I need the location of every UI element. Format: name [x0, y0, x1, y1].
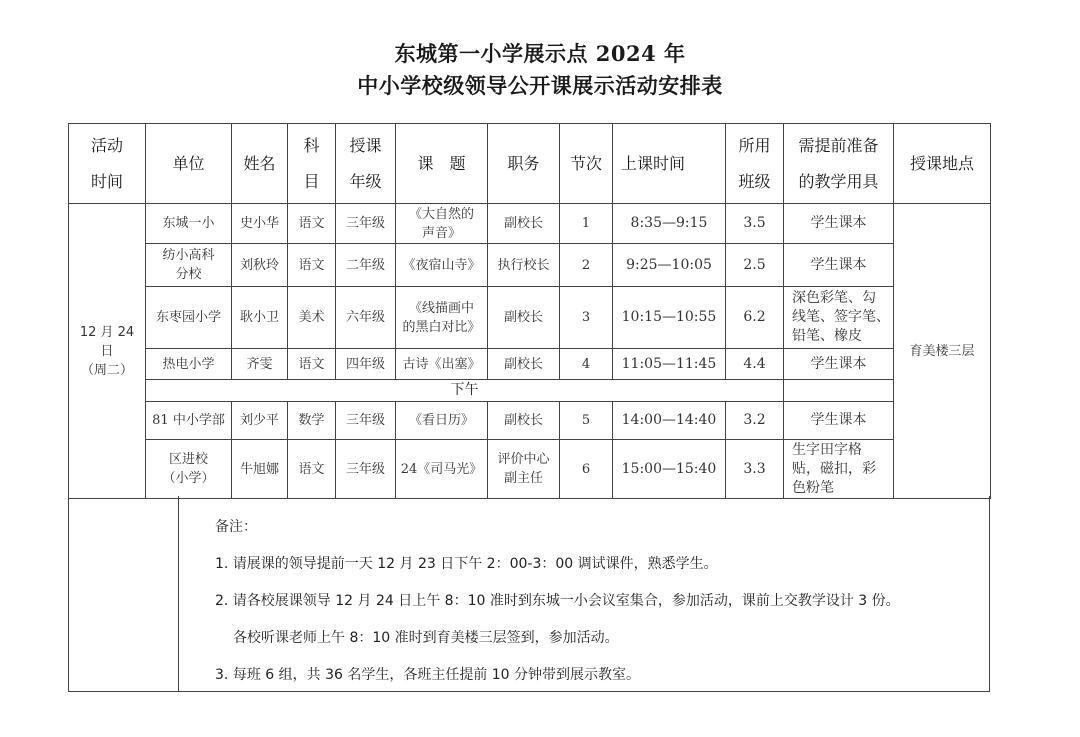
subject-cell: 语文 [288, 440, 336, 499]
grade-cell: 三年级 [336, 204, 396, 244]
prep-cell: 生字田字格 贴，磁扣，彩 色粉笔 [784, 440, 894, 499]
class-cell: 2.5 [726, 244, 784, 287]
position-cell: 执行校长 [488, 244, 560, 287]
grade-cell: 三年级 [336, 402, 396, 440]
period-cell: 5 [560, 402, 613, 440]
header-location: 授课地点 [894, 124, 991, 204]
afternoon-label: 下午 [146, 380, 784, 402]
class-cell: 4.4 [726, 349, 784, 380]
topic-cell: 《夜宿山寺》 [396, 244, 488, 287]
time-cell: 11:05—11:45 [613, 349, 726, 380]
unit-cell: 东城一小 [146, 204, 232, 244]
table-row [69, 287, 991, 349]
name-cell: 史小华 [232, 204, 288, 244]
prep-cell: 学生课本 [784, 204, 894, 244]
class-cell: 3.2 [726, 402, 784, 440]
table-row [69, 204, 991, 244]
header-activity-time: 活动 时间 [69, 124, 146, 204]
note-1: 1. 请展课的领导提前一天 12 月 23 日下午 2：00-3：00 调试课件，熟悉学生。 [215, 556, 718, 572]
title-block [0, 38, 1080, 102]
date-cell: 12 月 24 日 （周二） [69, 204, 146, 499]
time-cell: 9:25—10:05 [613, 244, 726, 287]
header-position: 职务 [488, 124, 560, 204]
time-cell: 8:35—9:15 [613, 204, 726, 244]
grade-cell: 三年级 [336, 440, 396, 499]
position-cell: 副校长 [488, 349, 560, 380]
note-2: 2. 请各校展课领导 12 月 24 日上午 8：10 准时到东城一小会议室集合，参加活动，课前上交教学设计 3 份。 [215, 593, 900, 609]
unit-cell: 81 中小学部 [146, 402, 232, 440]
grade-cell: 六年级 [336, 287, 396, 349]
subject-cell: 语文 [288, 204, 336, 244]
grade-cell: 四年级 [336, 349, 396, 380]
note-2-continued: 各校听课老师上午 8：10 准时到育美楼三层签到，参加活动。 [233, 630, 619, 646]
time-cell: 15:00—15:40 [613, 440, 726, 499]
header-unit: 单位 [146, 124, 232, 204]
header-subject: 科 目 [288, 124, 336, 204]
period-cell: 3 [560, 287, 613, 349]
header-class-time: 上课时间 [613, 124, 726, 204]
schedule-table [68, 123, 991, 499]
notes-heading: 备注： [215, 519, 257, 535]
notes-content [215, 516, 985, 701]
class-cell: 6.2 [726, 287, 784, 349]
period-cell: 4 [560, 349, 613, 380]
table-row [69, 440, 991, 499]
prep-cell: 学生课本 [784, 349, 894, 380]
name-cell: 刘秋玲 [232, 244, 288, 287]
location-cell: 育美楼三层 [894, 204, 991, 499]
note-3: 3. 每班 6 组，共 36 名学生，各班主任提前 10 分钟带到展示教室。 [215, 667, 641, 683]
notes-section [68, 496, 990, 692]
header-class-used: 所用 班级 [726, 124, 784, 204]
table-row [69, 244, 991, 287]
header-period: 节次 [560, 124, 613, 204]
period-cell: 1 [560, 204, 613, 244]
topic-cell: 《看日历》 [396, 402, 488, 440]
topic-cell: 24《司马光》 [396, 440, 488, 499]
subject-cell: 语文 [288, 349, 336, 380]
name-cell: 齐雯 [232, 349, 288, 380]
name-cell: 耿小卫 [232, 287, 288, 349]
notes-divider [178, 496, 179, 691]
position-cell: 评价中心 副主任 [488, 440, 560, 499]
table-row [69, 402, 991, 440]
time-cell: 10:15—10:55 [613, 287, 726, 349]
empty-cell [784, 380, 894, 402]
prep-cell: 学生课本 [784, 402, 894, 440]
class-cell: 3.3 [726, 440, 784, 499]
position-cell: 副校长 [488, 287, 560, 349]
table-row [69, 349, 991, 380]
prep-cell: 学生课本 [784, 244, 894, 287]
header-row [69, 124, 991, 204]
class-cell: 3.5 [726, 204, 784, 244]
unit-cell: 东枣园小学 [146, 287, 232, 349]
title-line-2: 中小学校级领导公开课展示活动安排表 [357, 73, 723, 98]
period-cell: 2 [560, 244, 613, 287]
time-cell: 14:00—14:40 [613, 402, 726, 440]
unit-cell: 纺小高科 分校 [146, 244, 232, 287]
header-name: 姓名 [232, 124, 288, 204]
title-line-1: 东城第一小学展示点 2024 年 [394, 41, 686, 66]
name-cell: 刘少平 [232, 402, 288, 440]
header-prep: 需提前准备 的教学用具 [784, 124, 894, 204]
name-cell: 牛旭娜 [232, 440, 288, 499]
topic-cell: 《大自然的 声音》 [396, 204, 488, 244]
header-topic: 课 题 [396, 124, 488, 204]
subject-cell: 美术 [288, 287, 336, 349]
period-cell: 6 [560, 440, 613, 499]
position-cell: 副校长 [488, 204, 560, 244]
topic-cell: 《线描画中 的黑白对比》 [396, 287, 488, 349]
grade-cell: 二年级 [336, 244, 396, 287]
afternoon-row [69, 380, 991, 402]
header-grade: 授课 年级 [336, 124, 396, 204]
position-cell: 副校长 [488, 402, 560, 440]
unit-cell: 热电小学 [146, 349, 232, 380]
subject-cell: 语文 [288, 244, 336, 287]
subject-cell: 数学 [288, 402, 336, 440]
prep-cell: 深色彩笔、勾 线笔、签字笔、 铅笔、橡皮 [784, 287, 894, 349]
topic-cell: 古诗《出塞》 [396, 349, 488, 380]
unit-cell: 区进校 （小学） [146, 440, 232, 499]
